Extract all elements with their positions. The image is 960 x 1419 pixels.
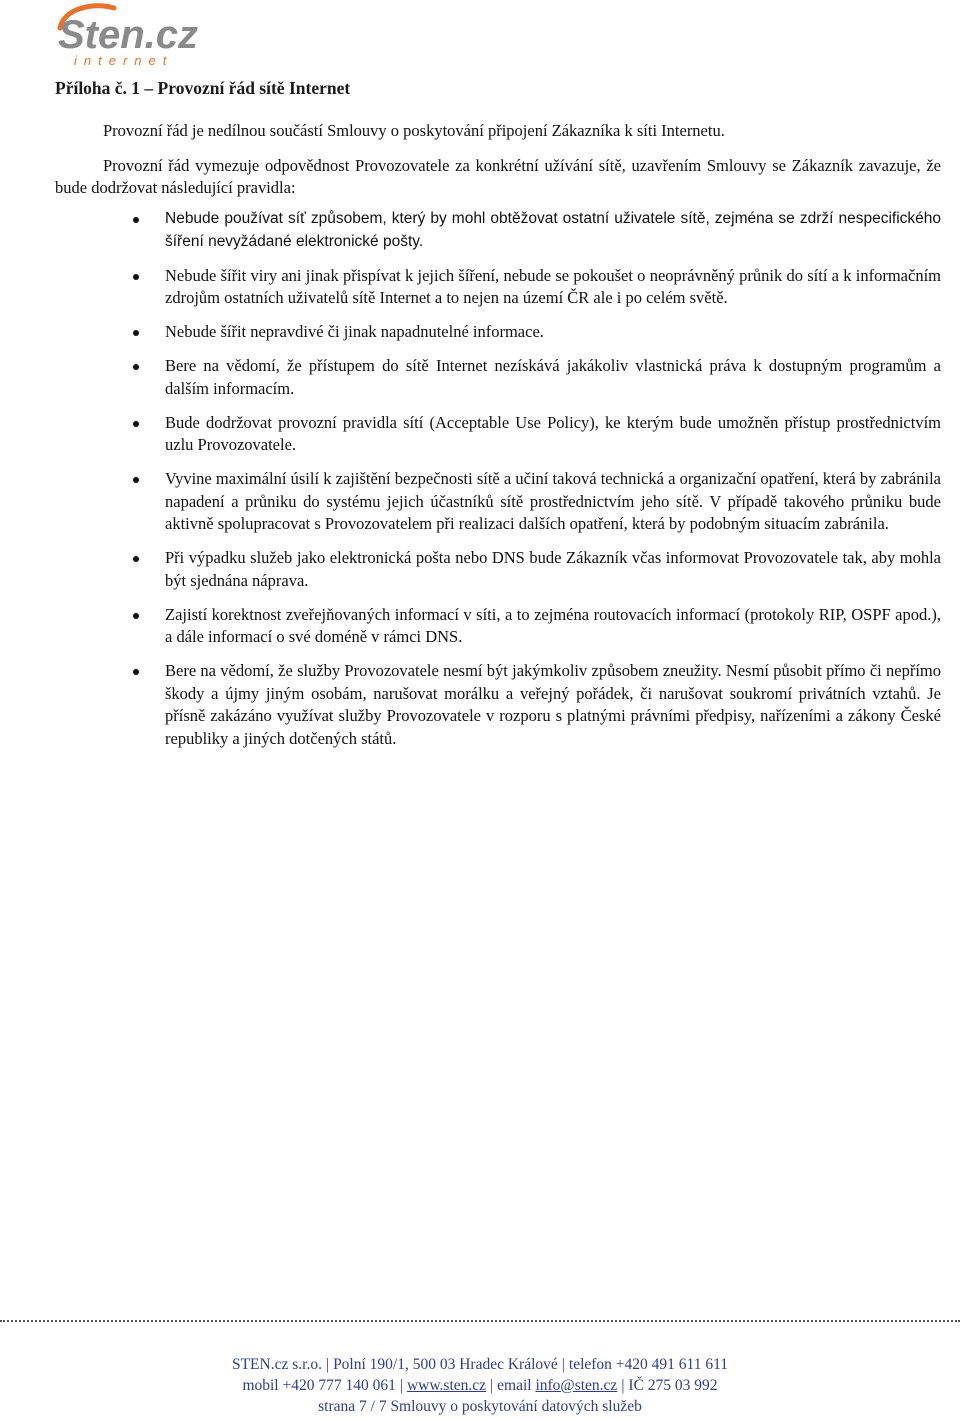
rule-text: Vyvine maximální úsilí k zajištění bezpečnosti sítě a učiní taková technická a organizační opatření, která by zabránila napadení a průniku do systému jejich účastníků sítě prostřednictvím jeho sítě. V případě takového průniku bude aktivně spolupracovat s Provozovatelem při realizaci dalších opatření, která by podobným situacím zabránila. — [165, 469, 941, 533]
sten-logo — [54, 2, 214, 68]
bullet-icon — [133, 613, 139, 619]
footer-email-link[interactable]: info@sten.cz — [535, 1377, 618, 1394]
rule-item — [55, 660, 941, 750]
document-heading: Příloha č. 1 – Provozní řád sítě Internet — [55, 78, 351, 98]
rule-item — [55, 355, 941, 400]
bullet-icon — [133, 274, 139, 280]
rule-text: Nebude šířit viry ani jinak přispívat k jejich šíření, nebude se pokoušet o neoprávněný průnik do sítí a k informačním zdrojům ostatních uživatelů sítě Internet a to nejen na území ČR ale i po celém světě. — [165, 265, 941, 307]
rule-text: Bere na vědomí, že služby Provozovatele nesmí být jakýmkoliv způsobem zneužity. Nesmí působit přímo či nepřímo škody a újmy jiným osobám, narušovat morálku a veřejný pořádek, či narušovat soukromí privátních vztahů. Je přísně zakázáno využívat služby Provozovatele v rozporu s platnými právními předpisy, nařízeními a zákony České republiky a jiných dotčených států. — [165, 661, 941, 748]
rules-list — [55, 208, 941, 762]
footer-phone: telefon +420 491 611 611 — [568, 1356, 729, 1373]
footer-line-1: STEN.cz s.r.o. | Polní 190/1, 500 03 Hradec Králové | telefon +420 491 611 611 — [231, 1356, 729, 1373]
footer-line-2: mobil +420 777 140 061 | www.sten.cz | email info@sten.cz | IČ 275 03 992 — [242, 1377, 718, 1394]
scope-paragraph: Provozní řád vymezuje odpovědnost Provozovatele za konkrétní užívání sítě, uzavřením Smlouvy se Zákazník zavazuje, že bude dodržovat následující pravidla: — [55, 156, 941, 197]
footer-ico: IČ 275 03 992 — [628, 1377, 718, 1394]
intro-paragraph: Provozní řád je nedílnou součástí Smlouvy o poskytování připojení Zákazníka k síti Internetu. — [103, 121, 725, 140]
footer-mobile: mobil +420 777 140 061 — [242, 1377, 396, 1394]
logo-brand: Sten.cz — [58, 13, 199, 57]
bullet-icon — [133, 217, 139, 223]
rule-text: Bere na vědomí, že přístupem do sítě Internet nezískává jakákoliv vlastnická práva k dostupným programům a dalším informacím. — [165, 356, 941, 398]
rule-item — [55, 208, 941, 253]
bullet-icon — [133, 669, 139, 675]
bullet-icon — [133, 556, 139, 562]
page-footer — [0, 1354, 960, 1417]
rule-item — [55, 412, 941, 457]
footer-web-link[interactable]: www.sten.cz — [406, 1377, 487, 1394]
rule-item — [55, 468, 941, 536]
footer-divider — [0, 1320, 960, 1322]
rule-item — [55, 321, 941, 344]
footer-email-label: email — [497, 1377, 532, 1394]
bullet-icon — [133, 477, 139, 483]
rule-text: Nebude šířit nepravdivé či jinak napadnutelné informace. — [165, 322, 544, 341]
bullet-icon — [133, 330, 139, 336]
rule-item — [55, 604, 941, 649]
logo-sub: internet — [74, 53, 174, 68]
rule-text: Nebude používat síť způsobem, který by mohl obtěžovat ostatní uživatele sítě, zejména se zdrží nespecifického šíření nevyžádané elektronické pošty. — [165, 210, 941, 250]
rule-item — [55, 547, 941, 592]
rule-text: Při výpadku služeb jako elektronická pošta nebo DNS bude Zákazník včas informovat Provozovatele tak, aby mohla být sjednána náprava. — [165, 548, 941, 590]
rule-text: Zajistí korektnost zveřejňovaných informací v síti, a to zejména routovacích informací (protokoly RIP, OSPF apod.), a dále informací o své doméně v rámci DNS. — [165, 604, 941, 646]
rule-text: Bude dodržovat provozní pravidla sítí (Acceptable Use Policy), ke kterým bude umožněn přístup prostřednictvím uzlu Provozovatele. — [165, 412, 941, 454]
footer-company: STEN.cz s.r.o. — [231, 1356, 322, 1373]
footer-page-number: strana 7 / 7 Smlouvy o poskytování datových služeb — [318, 1398, 642, 1415]
bullet-icon — [133, 364, 139, 370]
bullet-icon — [133, 421, 139, 427]
footer-address: Polní 190/1, 500 03 Hradec Králové — [333, 1356, 558, 1373]
rule-item — [55, 265, 941, 310]
